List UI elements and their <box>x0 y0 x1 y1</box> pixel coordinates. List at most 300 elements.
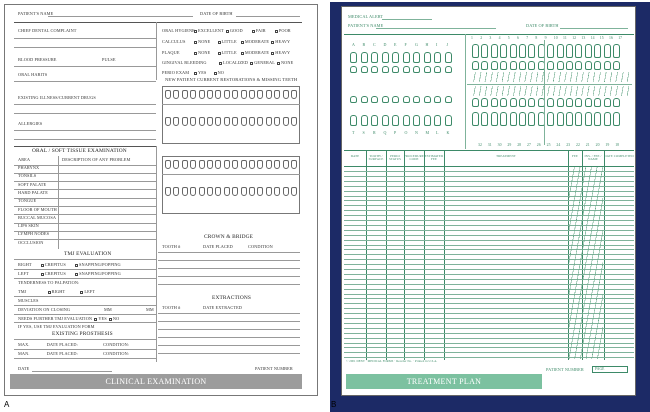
tooth-icon <box>165 117 171 126</box>
tooth-icon <box>424 96 431 103</box>
tooth-icon <box>491 61 498 70</box>
tooth-icon <box>350 52 357 63</box>
checkbox[interactable] <box>194 41 197 44</box>
permanent-number-bottom: 26 <box>536 143 541 147</box>
tooth-icon <box>424 66 431 73</box>
checkbox[interactable] <box>109 318 112 321</box>
tooth-icon <box>266 160 272 169</box>
tooth-icon <box>224 117 230 126</box>
tooth-icon <box>434 66 441 73</box>
existing-illness-label: EXISTING ILLNESS/CURRENT DRUGS <box>18 95 96 100</box>
treatment-plan-footer: TREATMENT PLAN <box>346 374 542 389</box>
tooth-icon <box>403 66 410 73</box>
primary-letter-bottom: M <box>425 130 430 135</box>
permanent-number-bottom: 20 <box>595 143 600 147</box>
fee-hatch <box>569 167 603 359</box>
date-extracted-label: DATE EXTRACTED <box>203 305 242 310</box>
tooth-icon <box>500 98 507 107</box>
primary-letter-top: C <box>373 42 376 47</box>
tooth-icon <box>594 112 601 126</box>
tooth-icon <box>190 117 196 126</box>
permanent-number-bottom: 27 <box>527 143 531 147</box>
soft-tissue-title: ORAL / SOFT TISSUE EXAMINATION <box>32 148 127 154</box>
tooth-icon <box>241 160 247 169</box>
permanent-number-bottom: 30 <box>497 143 502 147</box>
checkbox[interactable] <box>241 52 244 55</box>
page-box[interactable]: PAGE <box>592 366 628 373</box>
tooth-icon <box>403 115 410 126</box>
patient-name-label-b: PATIENT'S NAME <box>348 23 384 28</box>
tooth-icon <box>350 96 357 103</box>
tooth-icon <box>249 90 255 99</box>
tooth-icon <box>604 61 611 70</box>
extraction-line <box>158 345 300 346</box>
tooth-icon <box>424 115 431 126</box>
permanent-number-bottom: 31 <box>487 143 492 147</box>
tooth-icon <box>266 117 272 126</box>
tooth-icon <box>528 112 535 126</box>
dob-label: DATE OF BIRTH <box>200 11 233 16</box>
checkbox[interactable] <box>48 291 51 294</box>
tooth-icon <box>510 44 517 58</box>
checkbox[interactable] <box>194 72 197 75</box>
tooth-icon <box>519 98 526 107</box>
permanent-number-top: 7 <box>526 36 529 40</box>
tooth-icon <box>371 66 378 73</box>
chart-band <box>470 86 630 96</box>
column-header: INS. / FEE / NAME <box>584 154 602 162</box>
permanent-number-bottom: 18 <box>615 143 620 147</box>
tooth-icon <box>413 115 420 126</box>
problem-header: DESCRIPTION OF ANY PROBLEM <box>62 157 131 162</box>
tooth-icon <box>594 44 601 58</box>
perio-options: YES NO <box>193 71 224 75</box>
tooth-icon <box>165 90 171 99</box>
bleeding-options: LOCALIZED GENERAL NONE <box>218 61 293 65</box>
man-row: MAN. DATE PLACED: CONDITION: <box>18 351 130 356</box>
date-placed-label: DATE PLACED <box>203 244 233 249</box>
tooth-icon <box>604 44 611 58</box>
tooth-icon <box>224 187 230 196</box>
pulse-label: PULSE <box>102 57 116 62</box>
checkbox[interactable] <box>80 291 83 294</box>
tooth-icon <box>472 61 479 70</box>
tooth-icon <box>472 98 479 107</box>
perio-exam-label: PERIO EXAM <box>162 70 190 75</box>
condition-label: CONDITION <box>248 244 273 249</box>
patient-number-label-a: PATIENT NUMBER <box>255 366 293 371</box>
primary-letter-top: H <box>425 42 429 47</box>
tooth-icon <box>224 90 230 99</box>
tooth-icon <box>241 90 247 99</box>
primary-letter-top: G <box>415 42 418 47</box>
checkbox[interactable] <box>219 62 222 65</box>
checkbox[interactable] <box>252 30 255 33</box>
tooth-icon <box>547 44 554 58</box>
fine-print: © 2001 DENT · MEDICAL FORMS · Reorder No. · Printed in U.S.A. <box>346 359 438 363</box>
tooth-icon <box>613 98 620 107</box>
tooth-icon <box>173 90 179 99</box>
tooth-icon <box>382 96 389 103</box>
tooth-icon <box>361 52 368 63</box>
tooth-icon <box>500 61 507 70</box>
calculus-options: NONE LITTLE MODERATE HEAVY <box>193 40 290 44</box>
permanent-number-top: 3 <box>489 36 492 40</box>
tooth-no-label: TOOTH # <box>162 244 181 249</box>
checkbox[interactable] <box>241 41 244 44</box>
tooth-icon <box>361 96 368 103</box>
tooth-icon <box>232 90 238 99</box>
tooth-icon <box>266 90 272 99</box>
primary-letter-bottom: S <box>362 130 365 135</box>
tooth-icon <box>510 112 517 126</box>
tooth-icon <box>257 117 263 126</box>
soft-tissue-area-label: HARD PALATE <box>18 189 48 195</box>
tooth-icon <box>291 90 297 99</box>
tooth-icon <box>491 44 498 58</box>
date-label-a: DATE <box>18 366 30 371</box>
tooth-icon <box>283 160 289 169</box>
tooth-icon <box>199 187 205 196</box>
tooth-icon <box>613 61 620 70</box>
tooth-icon <box>528 98 535 107</box>
allergies-label: ALLERGIES <box>18 121 43 126</box>
clinical-examination-footer: CLINICAL EXAMINATION <box>10 374 302 389</box>
checkbox[interactable] <box>271 52 274 55</box>
primary-letter-bottom: T <box>352 130 355 135</box>
permanent-number-bottom: 23 <box>566 143 571 147</box>
permanent-number-top: 6 <box>517 36 519 40</box>
tooth-icon <box>575 98 582 107</box>
checkbox[interactable] <box>75 264 78 267</box>
soft-tissue-area-label: LYMPH NODES <box>18 231 50 237</box>
tooth-icon <box>472 44 479 58</box>
soft-tissue-area-label: PHARYNX <box>18 165 40 170</box>
chief-complaint-label: CHIEF DENTAL COMPLAINT <box>18 28 77 33</box>
crown-bridge-line <box>158 284 300 285</box>
primary-letter-bottom: O <box>404 130 408 135</box>
permanent-number-top: 12 <box>572 36 577 40</box>
tooth-icon <box>575 44 582 58</box>
tooth-icon <box>182 90 188 99</box>
gingival-bleeding-label: GINGIVAL BLEEDING <box>162 60 207 65</box>
needs-further-row: NEEDS FURTHER TMJ EVALUATION YES NO <box>18 316 120 321</box>
soft-tissue-area-label: FLOOR OF MOUTH <box>18 206 57 212</box>
tooth-icon <box>575 61 582 70</box>
soft-tissue-area-label: LIPS SKIN <box>18 223 39 229</box>
permanent-number-top: 5 <box>507 36 510 40</box>
plaque-options: NONE LITTLE MODERATE HEAVY <box>193 51 290 55</box>
chart-divider <box>162 174 300 175</box>
tooth-icon <box>510 98 517 107</box>
oral-habits-label: ORAL HABITS <box>18 72 48 77</box>
tooth-icon <box>445 52 452 63</box>
extraction-line <box>158 337 300 338</box>
tooth-icon <box>190 187 196 196</box>
primary-letter-top: F <box>404 42 407 47</box>
checkbox[interactable] <box>271 41 274 44</box>
tooth-icon <box>173 160 179 169</box>
checkbox[interactable] <box>250 62 253 65</box>
tooth-icon <box>232 160 238 169</box>
tooth-icon <box>199 117 205 126</box>
extractions-title: EXTRACTIONS <box>212 295 252 301</box>
ext-tooth-no-label: TOOTH # <box>162 305 181 310</box>
permanent-number-top: 15 <box>599 36 604 40</box>
midline <box>544 40 545 145</box>
tooth-icon <box>207 160 213 169</box>
tooth-icon <box>266 187 272 196</box>
crown-bridge-line <box>158 252 300 253</box>
tooth-icon <box>445 66 452 73</box>
permanent-number-top: 16 <box>609 36 613 40</box>
tenderness-label: TENDERNESS TO PALPATION: <box>18 280 80 285</box>
tooth-icon <box>257 160 263 169</box>
extraction-line <box>158 353 300 354</box>
tooth-icon <box>207 117 213 126</box>
permanent-number-top: 1 <box>471 36 473 40</box>
primary-letter-bottom: Q <box>383 130 387 135</box>
tooth-icon <box>283 187 289 196</box>
if-yes-label: IF YES, USE TMJ EVALUATION FORM <box>18 324 95 329</box>
patient-number-label-b: PATIENT NUMBER <box>546 367 584 372</box>
tooth-icon <box>291 160 297 169</box>
existing-prosthesis-title: EXISTING PROSTHESIS <box>52 331 113 337</box>
tooth-icon <box>585 98 592 107</box>
tooth-icon <box>585 61 592 70</box>
tooth-icon <box>190 90 196 99</box>
primary-letter-top: I <box>436 42 438 47</box>
column-header: FEE <box>572 154 578 158</box>
tooth-icon <box>274 187 280 196</box>
tooth-icon <box>241 117 247 126</box>
tmj-right-row: RIGHT CREPITUS SNAPPING/POPPING <box>18 262 121 267</box>
tooth-icon <box>361 66 368 73</box>
plaque-label: PLAQUE <box>162 50 180 55</box>
permanent-number-top: 17 <box>618 36 623 40</box>
chart-band <box>470 72 630 82</box>
tooth-icon <box>491 112 498 126</box>
permanent-number-top: 13 <box>581 36 586 40</box>
tooth-icon <box>215 90 221 99</box>
tooth-icon <box>403 96 410 103</box>
checkbox[interactable] <box>194 30 197 33</box>
tooth-icon <box>215 117 221 126</box>
permanent-number-top: 10 <box>553 36 558 40</box>
tooth-icon <box>434 52 441 63</box>
tooth-icon <box>257 187 263 196</box>
soft-tissue-area-label: TONGUE <box>18 198 37 204</box>
tooth-icon <box>557 61 564 70</box>
restorations-title: NEW PATIENT CURRENT RESTORATIONS & MISSING TEETH <box>165 77 298 82</box>
tooth-icon <box>491 98 498 107</box>
tooth-icon <box>182 117 188 126</box>
column-header: TREATMENT <box>496 154 516 158</box>
tooth-icon <box>413 52 420 63</box>
tooth-icon <box>371 96 378 103</box>
tooth-icon <box>424 52 431 63</box>
checkbox[interactable] <box>75 273 78 276</box>
primary-letter-top: E <box>394 42 397 47</box>
tmj-tender-row: TMJ RIGHT LEFT <box>18 289 96 294</box>
column-header: ESTIMATED FEE <box>424 154 444 162</box>
tooth-icon <box>510 61 517 70</box>
tooth-icon <box>519 44 526 58</box>
tooth-icon <box>241 187 247 196</box>
crown-bridge-line <box>158 260 300 261</box>
permanent-number-bottom: 21 <box>585 143 590 147</box>
soft-tissue-area-label: TONSILS <box>18 173 37 179</box>
tmj-left-row: LEFT CREPITUS SNAPPING/POPPING <box>18 271 121 276</box>
tooth-icon <box>528 61 535 70</box>
extraction-line <box>158 329 300 330</box>
tooth-icon <box>481 98 488 107</box>
tooth-icon <box>182 160 188 169</box>
checkbox[interactable] <box>277 62 280 65</box>
tmj-title: TMJ EVALUATION <box>64 251 112 257</box>
tooth-icon <box>232 187 238 196</box>
tooth-icon <box>547 61 554 70</box>
checkbox[interactable] <box>41 264 44 267</box>
crown-bridge-line <box>158 268 300 269</box>
soft-tissue-area-label: OCCLUSION <box>18 239 44 245</box>
tooth-icon <box>566 44 573 58</box>
column-header: PROCEDURE CODE <box>404 154 424 162</box>
tooth-icon <box>249 160 255 169</box>
tooth-icon <box>249 187 255 196</box>
checkbox[interactable] <box>194 52 197 55</box>
tooth-icon <box>199 160 205 169</box>
permanent-number-bottom: 19 <box>605 143 610 147</box>
tooth-icon <box>274 160 280 169</box>
blood-pressure-label: BLOOD PRESSURE <box>18 57 57 62</box>
tooth-icon <box>566 112 573 126</box>
tooth-icon <box>392 96 399 103</box>
tooth-icon <box>350 66 357 73</box>
permanent-number-top: 2 <box>480 36 483 40</box>
tooth-icon <box>392 115 399 126</box>
checkbox[interactable] <box>214 72 217 75</box>
primary-letter-bottom: K <box>446 130 450 135</box>
oral-hygiene-label: ORAL HYGIENE <box>162 28 195 33</box>
checkbox[interactable] <box>218 52 221 55</box>
hygiene-options: EXCELLENT GOOD FAIR POOR <box>193 29 291 33</box>
permanent-number-bottom: 28 <box>517 143 522 147</box>
tooth-icon <box>547 98 554 107</box>
tooth-icon <box>274 90 280 99</box>
tooth-icon <box>575 112 582 126</box>
column-header: TOOTH / SURFACE <box>368 154 384 162</box>
tooth-icon <box>382 66 389 73</box>
crown-bridge-title: CROWN & BRIDGE <box>204 234 254 240</box>
tooth-icon <box>557 98 564 107</box>
permanent-number-top: 11 <box>563 36 567 40</box>
tooth-icon <box>283 117 289 126</box>
permanent-number-bottom: 25 <box>546 143 551 147</box>
tooth-icon <box>528 44 535 58</box>
tooth-icon <box>481 44 488 58</box>
extraction-line <box>158 321 300 322</box>
tooth-icon <box>519 112 526 126</box>
tooth-icon <box>566 61 573 70</box>
tooth-icon <box>173 187 179 196</box>
primary-letter-top: D <box>383 42 387 47</box>
tooth-icon <box>519 61 526 70</box>
tooth-icon <box>445 96 452 103</box>
primary-letter-top: J <box>446 42 449 47</box>
tooth-icon <box>249 117 255 126</box>
tooth-icon <box>413 66 420 73</box>
tooth-icon <box>173 117 179 126</box>
checkbox[interactable] <box>94 318 97 321</box>
tooth-icon <box>165 187 171 196</box>
column-header: DATE <box>350 154 360 158</box>
panel-label-b: B <box>331 400 337 409</box>
primary-letter-top: A <box>352 42 355 47</box>
tooth-icon <box>604 112 611 126</box>
tooth-icon <box>547 112 554 126</box>
checkbox[interactable] <box>226 30 229 33</box>
tooth-icon <box>291 117 297 126</box>
muscles-label: MUSCLES <box>18 298 39 303</box>
tooth-icon <box>291 187 297 196</box>
tooth-icon <box>392 52 399 63</box>
mm-label-2: MM <box>146 307 154 312</box>
permanent-number-bottom: 22 <box>576 143 580 147</box>
crown-bridge-line <box>158 276 300 277</box>
tooth-icon <box>557 112 564 126</box>
extraction-line <box>158 313 300 314</box>
tooth-icon <box>283 90 289 99</box>
tooth-icon <box>472 112 479 126</box>
tooth-icon <box>232 117 238 126</box>
tooth-icon <box>594 61 601 70</box>
tooth-icon <box>566 98 573 107</box>
soft-tissue-area-label: BUCCAL MUCOSA <box>18 214 57 220</box>
tooth-icon <box>557 44 564 58</box>
tooth-icon <box>585 44 592 58</box>
permanent-number-top: 8 <box>535 36 538 40</box>
tooth-icon <box>500 112 507 126</box>
column-header: PERIO STATUS <box>388 154 402 162</box>
column-header: DATE COMPLETED <box>604 154 634 158</box>
permanent-number-top: 9 <box>544 36 547 40</box>
tooth-icon <box>207 187 213 196</box>
tooth-icon <box>190 160 196 169</box>
soft-tissue-area-label: SOFT PALATE <box>18 181 47 187</box>
primary-letter-bottom: L <box>436 130 439 135</box>
permanent-number-bottom: 24 <box>556 143 561 147</box>
mm-label: MM <box>104 307 112 312</box>
permanent-number-top: 4 <box>498 36 501 40</box>
medical-alert-label: MEDICAL ALERT <box>348 14 384 19</box>
checkbox[interactable] <box>218 41 221 44</box>
checkbox[interactable] <box>275 30 278 33</box>
tooth-icon <box>403 52 410 63</box>
checkbox[interactable] <box>41 273 44 276</box>
tooth-icon <box>182 187 188 196</box>
tooth-icon <box>274 117 280 126</box>
tooth-icon <box>434 115 441 126</box>
max-row: MAX. DATE PLACED: CONDITION: <box>18 342 130 347</box>
primary-letter-top: B <box>362 42 366 47</box>
tooth-icon <box>350 115 357 126</box>
tooth-icon <box>613 112 620 126</box>
tooth-icon <box>371 52 378 63</box>
tooth-icon <box>481 61 488 70</box>
tooth-icon <box>500 44 507 58</box>
tooth-icon <box>215 187 221 196</box>
